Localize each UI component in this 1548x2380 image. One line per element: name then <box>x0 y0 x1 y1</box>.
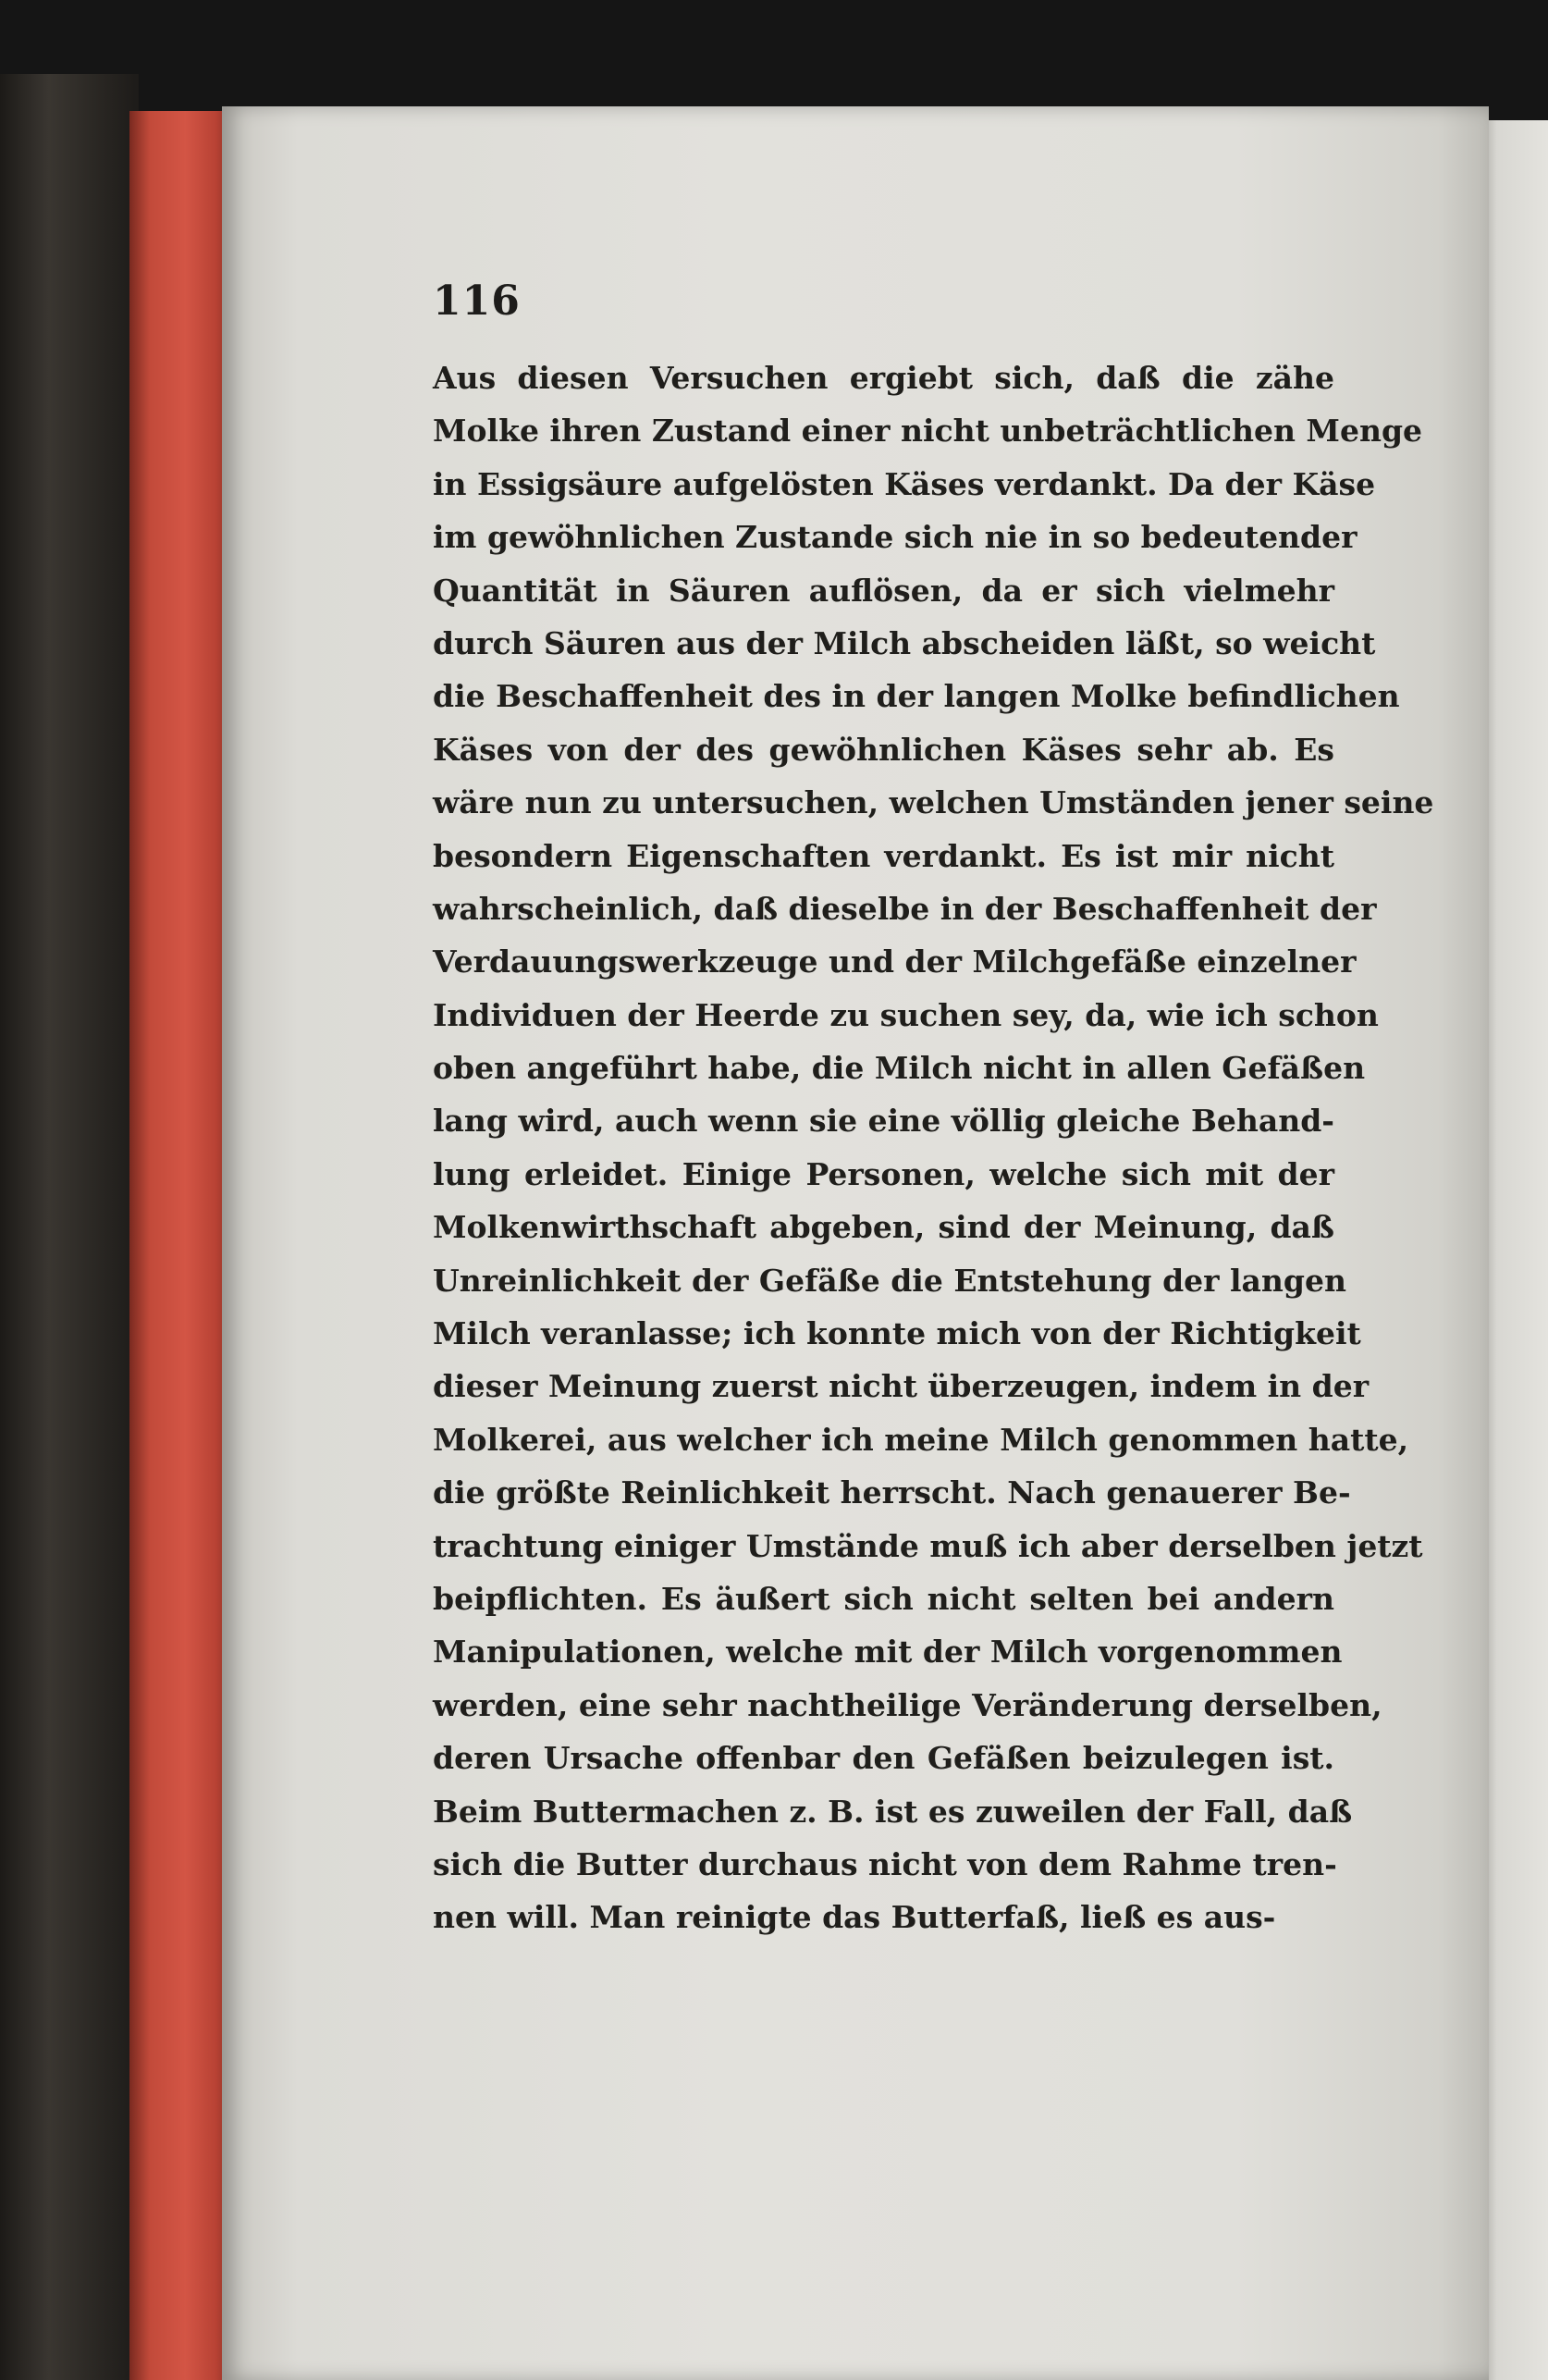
text-line: Unreinlichkeit der Gefäße die Entstehung der langen <box>433 1262 1346 1299</box>
text-line: sich die Butter durchaus nicht von dem Rahme tren- <box>433 1845 1337 1882</box>
page-number: 116 <box>433 277 521 325</box>
text-line: Individuen der Heerde zu suchen sey, da, wie ich schon <box>433 996 1379 1033</box>
text-line: dieser Meinung zuerst nicht überzeugen, indem in der <box>433 1368 1370 1405</box>
text-line: Milch veranlasse; ich konnte mich von der Richtigkeit <box>433 1315 1361 1352</box>
text-line: nen will. Man reinigte das Butterfaß, ließ es aus- <box>433 1899 1276 1936</box>
text-line: Quantität in Säuren auflösen, da er sich vielmehr <box>433 572 1334 609</box>
text-line: Molkenwirthschaft abgeben, sind der Meinung, daß <box>433 1209 1334 1246</box>
text-line: Molke ihren Zustand einer nicht unbeträchtlichen Menge <box>433 413 1423 450</box>
text-line: die Beschaffenheit des in der langen Molke befindlichen <box>433 678 1400 715</box>
text-line: Beim Buttermachen z. B. ist es zuweilen der Fall, daß <box>433 1793 1353 1830</box>
text-line: durch Säuren aus der Milch abscheiden läßt, so weicht <box>433 624 1376 661</box>
text-line: Käses von der des gewöhnlichen Käses sehr ab. Es <box>433 731 1334 768</box>
red-page-edges <box>129 111 231 2380</box>
text-line: Molkerei, aus welcher ich meine Milch genommen hatte, <box>433 1421 1409 1458</box>
text-line: im gewöhnlichen Zustande sich nie in so bedeutender <box>433 519 1358 556</box>
text-line: lang wird, auch wenn sie eine völlig gleiche Behand- <box>433 1103 1334 1140</box>
text-line: Aus diesen Versuchen ergiebt sich, daß die zähe <box>433 360 1334 396</box>
text-line: wahrscheinlich, daß dieselbe in der Beschaffenheit der <box>433 890 1377 927</box>
facing-page-edge <box>1480 120 1548 2380</box>
text-line: trachtung einiger Umstände muß ich aber derselben jetzt <box>433 1527 1423 1564</box>
page-body-text <box>433 351 1434 1944</box>
text-line: die größte Reinlichkeit herrscht. Nach genauerer Be- <box>433 1474 1351 1511</box>
text-line: werden, eine sehr nachtheilige Veränderung derselben, <box>433 1686 1382 1723</box>
text-line: beipflichten. Es äußert sich nicht selten bei andern <box>433 1580 1334 1617</box>
text-line: besondern Eigenschaften verdankt. Es ist mir nicht <box>433 837 1334 874</box>
text-line: lung erleidet. Einige Personen, welche sich mit der <box>433 1155 1334 1192</box>
book-cover-edge <box>0 74 139 2380</box>
text-line: in Essigsäure aufgelösten Käses verdankt. Da der Käse <box>433 465 1376 502</box>
text-line: deren Ursache offenbar den Gefäßen beizulegen ist. <box>433 1740 1334 1777</box>
text-line: wäre nun zu untersuchen, welchen Umständen jener seine <box>433 784 1434 821</box>
text-line: Verdauungswerkzeuge und der Milchgefäße einzelner <box>433 943 1357 980</box>
text-line: oben angeführt habe, die Milch nicht in allen Gefäßen <box>433 1050 1366 1087</box>
text-line: Manipulationen, welche mit der Milch vorgenommen <box>433 1634 1343 1671</box>
